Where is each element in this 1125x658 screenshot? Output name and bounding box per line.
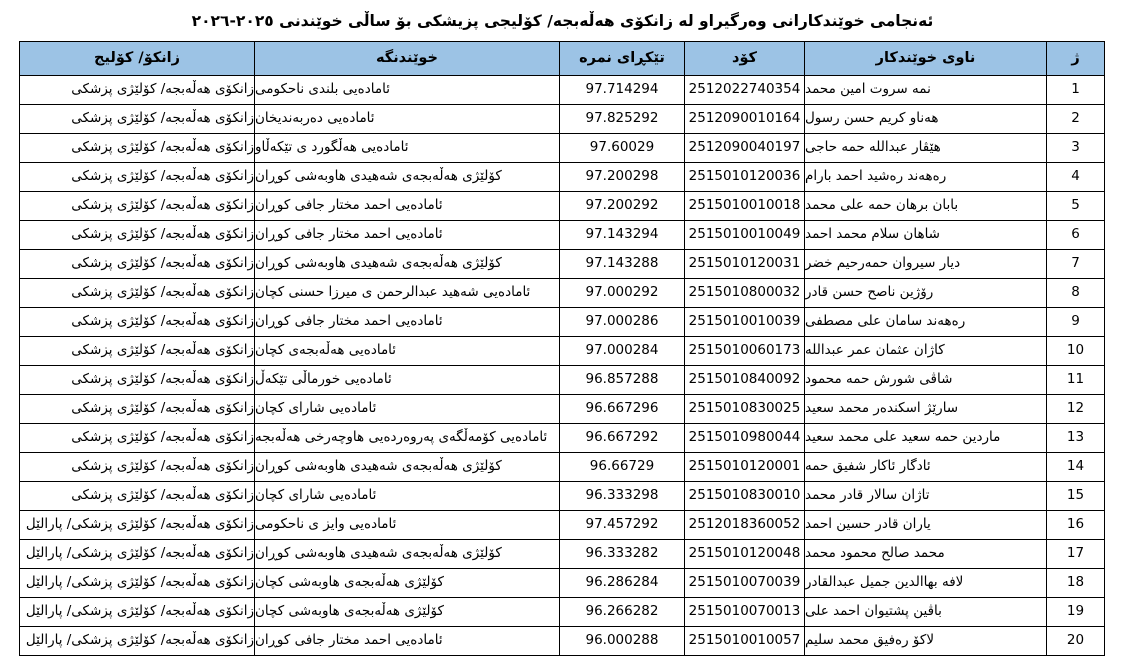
table-cell-average: 96.333282: [560, 539, 685, 568]
table-cell-college: زانکۆی هەڵەبجە/ کۆلێژی پزشکی/ پارالێل: [20, 510, 255, 539]
table-cell-average: 96.66729: [560, 452, 685, 481]
table-cell-school: کۆلێژی هەڵەبجەی شەهیدی هاوبەشی کوڕان: [255, 249, 560, 278]
table-row: [20, 481, 1105, 510]
table-cell-no: 14: [1047, 452, 1105, 481]
table-cell-name: رەهەند رەشید احمد بارام: [805, 162, 1047, 191]
table-cell-no: 3: [1047, 133, 1105, 162]
table-cell-college: زانکۆی هەڵەبجە/ کۆلێژی پزشکی: [20, 336, 255, 365]
table-cell-code: 2515010010049: [685, 220, 805, 249]
table-cell-college: زانکۆی هەڵەبجە/ کۆلێژی پزشکی: [20, 133, 255, 162]
table-cell-school: ئامادەیی احمد مختار جافی کوڕان: [255, 220, 560, 249]
table-row: [20, 75, 1105, 104]
table-header-row: [20, 41, 1105, 75]
results-table: [19, 41, 1105, 656]
table-cell-college: زانکۆی هەڵەبجە/ کۆلێژی پزشکی/ پارالێل: [20, 626, 255, 655]
table-cell-code: 2515010830010: [685, 481, 805, 510]
table-row: [20, 568, 1105, 597]
table-cell-code: 2515010010057: [685, 626, 805, 655]
table-cell-average: 96.667296: [560, 394, 685, 423]
table-cell-name: نمه سروت امین محمد: [805, 75, 1047, 104]
table-cell-code: 2512018360052: [685, 510, 805, 539]
table-cell-school: ئامادەیی دەربەندیخان: [255, 104, 560, 133]
table-row: [20, 336, 1105, 365]
table-cell-no: 1: [1047, 75, 1105, 104]
table-row: [20, 452, 1105, 481]
table-cell-school: کۆلێژی هەڵەبجەی هاوبەشی کچان: [255, 597, 560, 626]
table-cell-college: زانکۆی هەڵەبجە/ کۆلێژی پزشکی: [20, 162, 255, 191]
table-cell-average: 96.857288: [560, 365, 685, 394]
table-cell-no: 19: [1047, 597, 1105, 626]
table-cell-name: شاڤی شورش حمه محمود: [805, 365, 1047, 394]
table-cell-average: 97.143294: [560, 220, 685, 249]
table-row: [20, 278, 1105, 307]
table-cell-school: کۆلێژی هەڵەبجەی شەهیدی هاوبەشی کوڕان: [255, 539, 560, 568]
table-row: [20, 104, 1105, 133]
column-header-average: تێکڕای نمره: [560, 41, 685, 75]
table-cell-college: زانکۆی هەڵەبجە/ کۆلێژی پزشکی: [20, 394, 255, 423]
table-cell-no: 13: [1047, 423, 1105, 452]
table-row: [20, 191, 1105, 220]
table-cell-college: زانکۆی هەڵەبجە/ کۆلێژی پزشکی: [20, 278, 255, 307]
table-cell-name: رەهەند سامان علی مصطفی: [805, 307, 1047, 336]
table-cell-no: 8: [1047, 278, 1105, 307]
table-cell-school: ئامادەیی احمد مختار جافی کوڕان: [255, 191, 560, 220]
table-container: [0, 41, 1125, 656]
table-header: [20, 41, 1105, 75]
table-cell-average: 96.000288: [560, 626, 685, 655]
column-header-name: ناوی خوێندکار: [805, 41, 1047, 75]
table-cell-name: لاکۆ رەفیق محمد سلیم: [805, 626, 1047, 655]
table-row: [20, 249, 1105, 278]
table-cell-no: 10: [1047, 336, 1105, 365]
table-cell-average: 97.200292: [560, 191, 685, 220]
table-cell-no: 11: [1047, 365, 1105, 394]
page-title: ئەنجامی خوێندکارانی وەرگیراو لە زانکۆی هەڵەبجە/ کۆلیجی پزیشکی بۆ ساڵی خوێندنی ٢٠٢٥-٢٠٢٦: [191, 12, 934, 30]
table-row: [20, 539, 1105, 568]
table-cell-code: 2515010840092: [685, 365, 805, 394]
table-cell-school: ئامادەیی شەهید عبدالرحمن ی میرزا حسنی کچان: [255, 278, 560, 307]
column-header-college: زانکۆ/ کۆلیج: [20, 41, 255, 75]
table-cell-no: 5: [1047, 191, 1105, 220]
table-cell-name: لافه بهاالدین جمیل عبدالقادر: [805, 568, 1047, 597]
table-cell-code: 2512022740354: [685, 75, 805, 104]
table-cell-no: 15: [1047, 481, 1105, 510]
table-cell-college: زانکۆی هەڵەبجە/ کۆلێژی پزشکی: [20, 75, 255, 104]
table-cell-college: زانکۆی هەڵەبجە/ کۆلێژی پزشکی: [20, 365, 255, 394]
table-cell-school: ئامادەیی احمد مختار جافی کوڕان: [255, 626, 560, 655]
table-cell-college: زانکۆی هەڵەبجە/ کۆلێژی پزشکی/ پارالێل: [20, 539, 255, 568]
table-cell-school: ئامادەیی وایز ی ناحکومی: [255, 510, 560, 539]
table-cell-average: 97.000284: [560, 336, 685, 365]
table-cell-name: تاژان سالار قادر محمد: [805, 481, 1047, 510]
table-cell-average: 97.457292: [560, 510, 685, 539]
table-cell-code: 2515010070039: [685, 568, 805, 597]
table-row: [20, 307, 1105, 336]
table-cell-average: 97.825292: [560, 104, 685, 133]
table-cell-code: 2515010830025: [685, 394, 805, 423]
table-cell-name: دیار سیروان حمەرحیم خضر: [805, 249, 1047, 278]
table-row: [20, 510, 1105, 539]
table-cell-college: زانکۆی هەڵەبجە/ کۆلێژی پزشکی: [20, 220, 255, 249]
table-cell-code: 2515010120036: [685, 162, 805, 191]
table-cell-name: هێڤار عبدالله حمه حاجی: [805, 133, 1047, 162]
table-row: [20, 220, 1105, 249]
table-body: [20, 75, 1105, 655]
table-cell-college: زانکۆی هەڵەبجە/ کۆلێژی پزشکی: [20, 481, 255, 510]
table-row: [20, 365, 1105, 394]
table-row: [20, 133, 1105, 162]
table-cell-name: کاژان عثمان عمر عبدالله: [805, 336, 1047, 365]
table-cell-college: زانکۆی هەڵەبجە/ کۆلێژی پزشکی/ پارالێل: [20, 597, 255, 626]
table-cell-average: 97.000292: [560, 278, 685, 307]
table-cell-no: 7: [1047, 249, 1105, 278]
table-cell-college: زانکۆی هەڵەبجە/ کۆلێژی پزشکی: [20, 191, 255, 220]
table-cell-school: ئامادەیی احمد مختار جافی کوڕان: [255, 307, 560, 336]
table-cell-school: ئامادەیی کۆمەڵگەی پەروەردەیی هاوچەرخی هەڵەبجە: [255, 423, 560, 452]
table-cell-average: 96.286284: [560, 568, 685, 597]
table-cell-no: 2: [1047, 104, 1105, 133]
table-cell-code: 2512090040197: [685, 133, 805, 162]
table-cell-average: 97.200298: [560, 162, 685, 191]
table-cell-school: ئامادەیی هەڵگورد ی تێکەڵاو: [255, 133, 560, 162]
table-cell-college: زانکۆی هەڵەبجە/ کۆلێژی پزشکی/ پارالێل: [20, 568, 255, 597]
table-cell-name: ماردین حمه سعید علی محمد سعید: [805, 423, 1047, 452]
table-cell-average: 97.143288: [560, 249, 685, 278]
table-cell-code: 2515010800032: [685, 278, 805, 307]
table-row: [20, 597, 1105, 626]
table-cell-code: 2515010060173: [685, 336, 805, 365]
table-cell-no: 17: [1047, 539, 1105, 568]
table-cell-school: ئامادەیی هەڵەبجەی کچان: [255, 336, 560, 365]
table-cell-school: ئامادەیی بلندی ناحکومی: [255, 75, 560, 104]
table-cell-name: محمد صالح محمود محمد: [805, 539, 1047, 568]
table-cell-college: زانکۆی هەڵەبجە/ کۆلێژی پزشکی: [20, 307, 255, 336]
table-cell-college: زانکۆی هەڵەبجە/ کۆلێژی پزشکی: [20, 452, 255, 481]
column-header-no: ژ: [1047, 41, 1105, 75]
table-cell-no: 6: [1047, 220, 1105, 249]
table-cell-name: هەناو کریم حسن رسول: [805, 104, 1047, 133]
table-cell-no: 9: [1047, 307, 1105, 336]
table-cell-college: زانکۆی هەڵەبجە/ کۆلێژی پزشکی: [20, 423, 255, 452]
table-cell-college: زانکۆی هەڵەبجە/ کۆلێژی پزشکی: [20, 249, 255, 278]
table-cell-no: 12: [1047, 394, 1105, 423]
table-cell-code: 2515010070013: [685, 597, 805, 626]
table-cell-name: یاران قادر حسین احمد: [805, 510, 1047, 539]
table-cell-school: ئامادەیی شارای کچان: [255, 481, 560, 510]
table-cell-no: 18: [1047, 568, 1105, 597]
table-cell-average: 97.714294: [560, 75, 685, 104]
table-cell-name: رۆژین ناصح حسن قادر: [805, 278, 1047, 307]
table-cell-code: 2515010120048: [685, 539, 805, 568]
column-header-code: کۆد: [685, 41, 805, 75]
table-cell-school: کۆلێژی هەڵەبجەی هاوبەشی کچان: [255, 568, 560, 597]
table-cell-school: ئامادەیی شارای کچان: [255, 394, 560, 423]
table-cell-code: 2515010120031: [685, 249, 805, 278]
table-cell-no: 20: [1047, 626, 1105, 655]
table-cell-average: 97.60029: [560, 133, 685, 162]
table-row: [20, 423, 1105, 452]
table-cell-no: 4: [1047, 162, 1105, 191]
table-cell-name: سارێژ اسکندەر محمد سعید: [805, 394, 1047, 423]
table-cell-average: 96.667292: [560, 423, 685, 452]
table-cell-name: بابان برهان حمه علی محمد: [805, 191, 1047, 220]
table-cell-school: کۆلێژی هەڵەبجەی شەهیدی هاوبەشی کوڕان: [255, 452, 560, 481]
table-cell-average: 96.266282: [560, 597, 685, 626]
table-cell-name: شاهان سلام محمد احمد: [805, 220, 1047, 249]
table-cell-code: 2512090010164: [685, 104, 805, 133]
table-row: [20, 394, 1105, 423]
table-cell-college: زانکۆی هەڵەبجە/ کۆلێژی پزشکی: [20, 104, 255, 133]
table-cell-code: 2515010010018: [685, 191, 805, 220]
table-cell-average: 96.333298: [560, 481, 685, 510]
table-cell-code: 2515010980044: [685, 423, 805, 452]
table-cell-code: 2515010120001: [685, 452, 805, 481]
table-cell-code: 2515010010039: [685, 307, 805, 336]
table-row: [20, 626, 1105, 655]
table-cell-name: باڤین پشتیوان احمد علی: [805, 597, 1047, 626]
table-cell-name: ئادگار ئاکار شفیق حمه: [805, 452, 1047, 481]
table-cell-school: ئامادەیی خورماڵی تێکەڵ: [255, 365, 560, 394]
table-cell-school: کۆلێژی هەڵەبجەی شەهیدی هاوبەشی کوڕان: [255, 162, 560, 191]
table-row: [20, 162, 1105, 191]
table-cell-average: 97.000286: [560, 307, 685, 336]
table-cell-no: 16: [1047, 510, 1105, 539]
column-header-school: خوێندنگە: [255, 41, 560, 75]
